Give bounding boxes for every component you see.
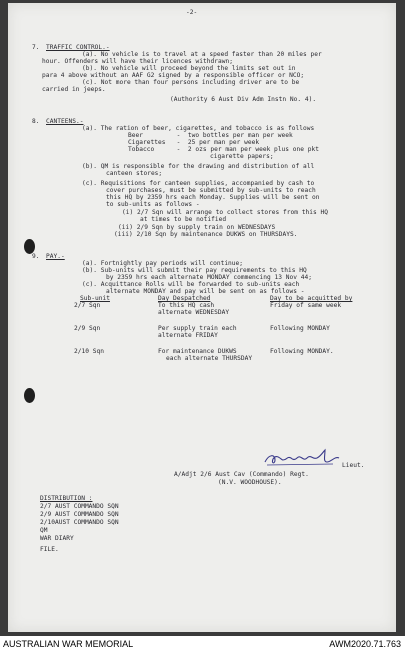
section8-item-ii: (ii) 2/9 Sqn by supply train on WEDNESDAYS [118, 224, 276, 231]
section9-line-b2: by 2359 hrs each alternate MONDAY commencing 13 Nov 44; [106, 274, 312, 281]
section9-line-c1: (c). Acquittance Rolls will be forwarded to sub-units each [82, 281, 300, 288]
pay-row-despatched-2: alternate WEDNESDAY [158, 309, 230, 316]
pay-col-subunit: Sub-unit [80, 295, 110, 302]
archive-footer [0, 636, 405, 653]
section8-line-c1: (c). Requisitions for canteen supplies, accompanied by cash to [82, 180, 315, 187]
pay-col-acquitted: Day to be acquitted by [270, 295, 353, 302]
footer-accession-number: AWM2020.71.763 [329, 639, 401, 649]
section8-item-i-2: at times to be notified [140, 216, 227, 223]
section7-authority: (Authority 6 Aust Div Adm Instn No. 4). [170, 96, 317, 103]
distribution-item: 2/7 AUST COMMANDO SQN [40, 503, 119, 510]
punch-hole-top [24, 239, 35, 254]
distribution-item: WAR DIARY [40, 535, 74, 542]
distribution-item: FILE. [40, 546, 59, 553]
section8-line-b1: (b). QM is responsible for the drawing and distribution of all [82, 163, 315, 170]
section8-tobacco-2: cigarette papers; [210, 153, 274, 160]
distribution-item: 2/9 AUST COMMANDO SQN [40, 511, 119, 518]
pay-col-despatched: Day Despatched [158, 295, 211, 302]
section7-line-b2: para 4 above without an AAF G2 signed by a responsible officer or NCO; [42, 72, 305, 79]
distribution-heading: DISTRIBUTION : [40, 495, 93, 502]
section9-line-c2: alternate MONDAY and pay will be sent on as follows - [106, 288, 305, 295]
section8-number: 8. [32, 118, 40, 125]
section9-line-a: (a). Fortnightly pay periods will continue; [82, 260, 244, 267]
section8-cigarettes: Cigarettes - 25 per man per week [128, 139, 260, 146]
pay-row-despatched: Per supply train each [158, 325, 237, 332]
section8-beer: Beer - two bottles per man per week [128, 132, 293, 139]
section7-heading: TRAFFIC CONTROL.- [46, 44, 110, 51]
pay-row-despatched-2: alternate FRIDAY [158, 332, 218, 339]
pay-row-despatched-2: each alternate THURSDAY [166, 355, 253, 362]
document-page [8, 3, 396, 632]
pay-row-acquitted: Friday of same week [270, 302, 342, 309]
section7-number: 7. [32, 44, 40, 51]
section8-item-i-1: (i) 2/7 Sqn will arrange to collect stores from this HQ [122, 209, 328, 216]
pay-row-unit: 2/10 Sqn [74, 348, 104, 355]
section7-line-c2: carried in jeeps. [42, 86, 106, 93]
punch-hole-bottom [24, 388, 35, 403]
section8-line-c3: this HQ by 2359 hrs each Monday. Supplies will be sent on [106, 194, 320, 201]
section8-line-b2: canteen stores; [106, 170, 163, 177]
pay-row-acquitted: Following MONDAY [270, 325, 330, 332]
footer-institution: AUSTRALIAN WAR MEMORIAL [3, 639, 134, 649]
section8-heading: CANTEENS.- [46, 118, 84, 125]
distribution-item: QM [40, 527, 48, 534]
section7-line-a1: (a). No vehicle is to travel at a speed faster than 20 miles per [82, 51, 322, 58]
section7-line-a2: hour. Offenders will have their licences withdrawn; [42, 58, 234, 65]
page-number: -2- [186, 9, 198, 16]
signature-rank: Lieut. [342, 462, 365, 469]
pay-row-unit: 2/7 Sqn [74, 302, 101, 309]
section9-heading: PAY.- [46, 253, 65, 260]
section7-line-c1: (c). Not more than four persons including driver are to be [82, 79, 300, 86]
distribution-item: 2/10AUST COMMANDO SQN [40, 519, 119, 526]
section9-number: 9. [32, 253, 40, 260]
section8-line-a1: (a). The ration of beer, cigarettes, and tobacco is as follows [82, 125, 315, 132]
pay-row-acquitted: Following MONDAY. [270, 348, 334, 355]
section8-tobacco: Tobacco - 2 ozs per man per week plus one pkt [128, 146, 320, 153]
pay-row-despatched: To this HQ cash [158, 302, 215, 309]
section8-line-c2: cover purchases, must be submitted by sub-units to reach [106, 187, 316, 194]
pay-row-despatched: For maintenance DUKWS [158, 348, 237, 355]
signature-name: (N.V. WOODHOUSE). [218, 479, 282, 486]
section7-line-b1: (b). No vehicle will proceed beyond the limits set out in [82, 65, 296, 72]
section8-item-iii: (iii) 2/10 Sqn by maintenance DUKWS on THURSDAYS. [114, 231, 298, 238]
handwritten-signature [263, 448, 343, 470]
pay-row-unit: 2/9 Sqn [74, 325, 101, 332]
signature-title: A/Adjt 2/6 Aust Cav (Commando) Regt. [174, 471, 309, 478]
section9-line-b1: (b). Sub-units will submit their pay requirements to this HQ [82, 267, 307, 274]
section8-line-c4: to sub-units as follows - [106, 201, 200, 208]
